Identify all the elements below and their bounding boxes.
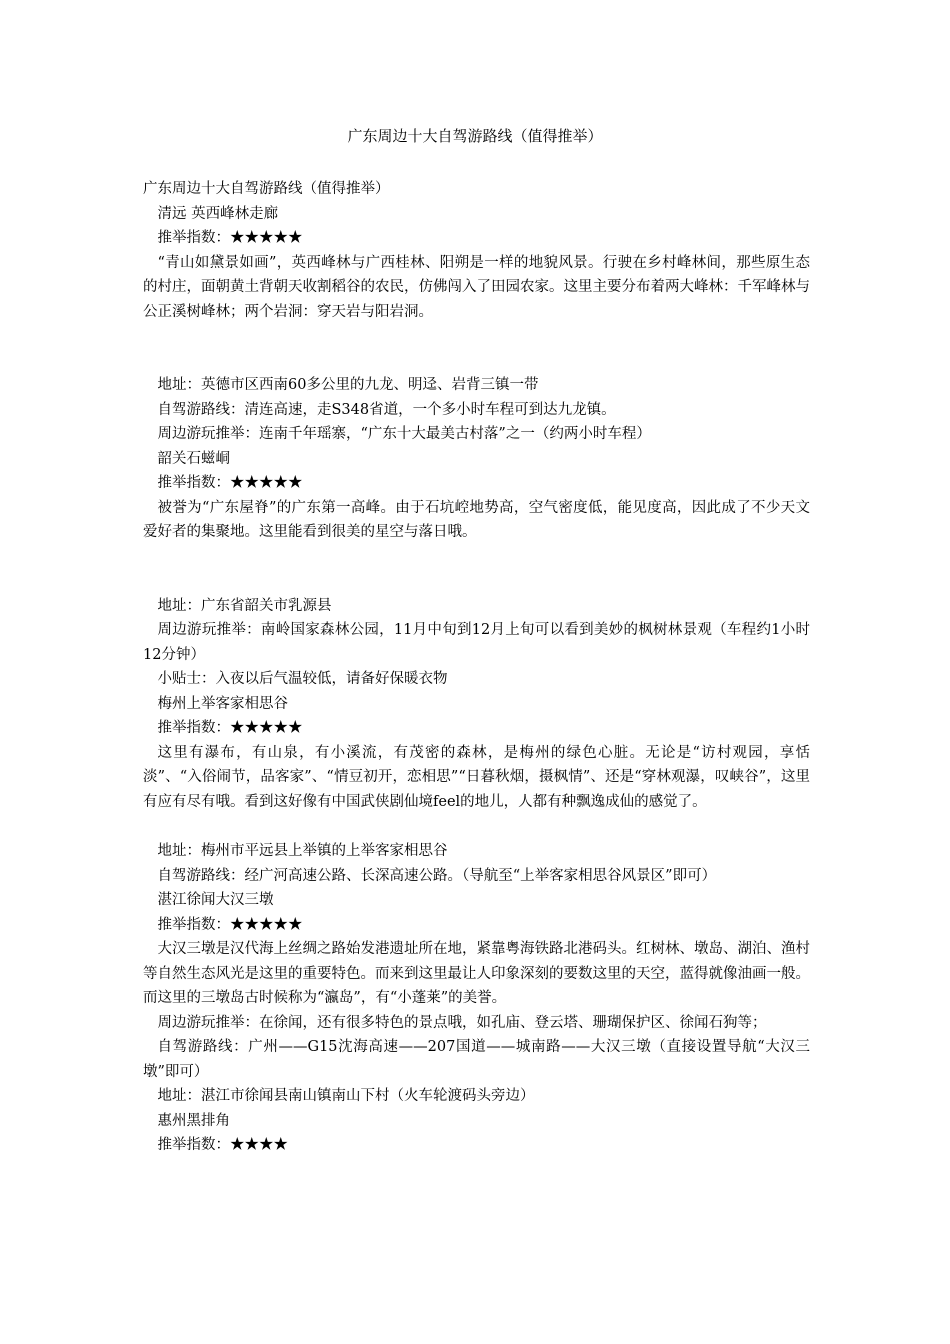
route-meizhou: 自驾游路线：经广河高速公路、长深高速公路。（导航至“上举客家相思谷风景区”即可） <box>157 867 717 884</box>
rating-huizhou: 推举指数：★★★★ <box>157 1137 288 1153</box>
document-subtitle: 广东周边十大自驾游路线（值得推举） <box>143 181 390 197</box>
nearby-shaoguan: 周边游玩推举：南岭国家森林公园，11月中旬到12月上旬可以看到美妙的枫树林景观（车程约1小时12分钟） <box>143 622 810 663</box>
document-title: 广东周边十大自驾游路线（值得推举） <box>347 127 603 145</box>
address-zhanjiang: 地址：湛江市徐闻县南山镇南山下村（火车轮渡码头旁边） <box>157 1088 535 1104</box>
rating-meizhou: 推举指数：★★★★★ <box>157 720 303 736</box>
description-qingyuan: “青山如黛景如画”，英西峰林与广西桂林、阳朔是一样的地貌风景。行驶在乡村峰林间，那些原生态的村庄，面朝黄土背朝天收割稻谷的农民，仿佛闯入了田园农家。这里主要分布着两大峰林：千军峰林与公正溪树峰林；两个岩洞：穿天岩与阳岩洞。 <box>143 254 810 320</box>
section-title-huizhou: 惠州黑排角 <box>157 1112 230 1129</box>
address-qingyuan: 地址：英德市区西南60多公里的九龙、明迳、岩背三镇一带 <box>157 377 539 393</box>
section-title-shaoguan: 韶关石螆峒 <box>157 450 230 467</box>
rating-shaoguan: 推举指数：★★★★★ <box>157 475 303 491</box>
paragraph-gap <box>143 545 810 594</box>
description-zhanjiang: 大汉三墩是汉代海上丝绸之路始发港遗址所在地，紧靠粤海铁路北港码头。红树林、墩岛、湖泊、渔村等自然生态风光是这里的重要特色。而来到这里最让人印象深刻的要数这里的天空，蓝得就像油画一般。而这里的三墩岛古时候称为“瀛岛”，有“小蓬莱”的美誉。 <box>143 941 810 1006</box>
description-shaoguan: 被誉为“广东屋脊”的广东第一高峰。由于石坑崆地势高，空气密度低，能见度高，因此成了不少天文爱好者的集聚地。这里能看到很美的星空与落日哦。 <box>143 499 810 540</box>
description-meizhou: 这里有瀑布，有山泉，有小溪流，有茂密的森林，是梅州的绿色心脏。无论是“访村观园，享恬淡”、“入俗闹节，品客家”、“情豆初开，恋相思”“日暮秋烟，摄枫情”、还是“穿林观瀑，叹峡谷”，这里有应有尽有哦。看到这好像有中国武侠剧仙境feel的地儿，人都有种飘逸成仙的感觉了。 <box>143 744 810 810</box>
section-title-zhanjiang: 湛江徐闻大汉三墩 <box>157 892 274 908</box>
tip-shaoguan: 小贴士：入夜以后气温较低，请备好保暖衣物 <box>157 671 448 687</box>
address-meizhou: 地址：梅州市平远县上举镇的上举客家相思谷 <box>157 843 448 859</box>
section-title-qingyuan: 清远 英西峰林走廊 <box>157 205 279 222</box>
nearby-zhanjiang: 周边游玩推举：在徐闻，还有很多特色的景点哦，如孔庙、登云塔、珊瑚保护区、徐闻石狗等； <box>157 1014 767 1031</box>
rating-qingyuan: 推举指数：★★★★★ <box>157 230 303 246</box>
nearby-qingyuan: 周边游玩推举：连南千年瑶寨，“广东十大最美古村落”之一（约两小时车程） <box>157 426 651 442</box>
section-title-meizhou: 梅州上举客家相思谷 <box>157 695 288 712</box>
rating-zhanjiang: 推举指数：★★★★★ <box>157 916 303 933</box>
route-zhanjiang: 自驾游路线：广州——G15沈海高速——207国道——城南路——大汉三墩（直接设置导航“大汉三墩”即可） <box>143 1039 810 1080</box>
document-body <box>143 177 810 1158</box>
paragraph-gap <box>143 324 810 373</box>
route-qingyuan: 自驾游路线：清连高速，走S348省道，一个多小时车程可到达九龙镇。 <box>157 401 616 418</box>
paragraph-gap <box>143 814 810 839</box>
address-shaoguan: 地址：广东省韶关市乳源县 <box>157 597 332 614</box>
